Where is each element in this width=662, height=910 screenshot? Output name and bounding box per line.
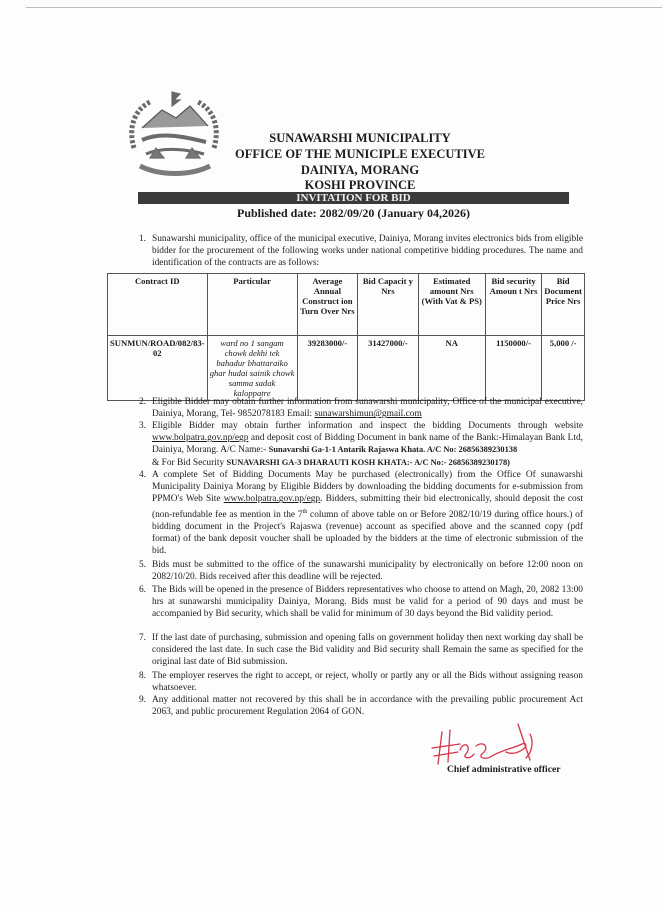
cell-bid-capacity: 31427000/- xyxy=(358,336,419,401)
item-8 xyxy=(138,670,583,694)
superscript: th xyxy=(302,508,308,515)
location: DAINIYA, MORANG xyxy=(300,163,420,177)
email-link[interactable]: sunawarshimun@gmail.com xyxy=(314,409,422,420)
province: KOSHI PROVINCE xyxy=(304,178,416,192)
cell-estimated-amount: NA xyxy=(418,336,485,401)
intro-text: Sunawarshi municipality, office of the municipal executive, Dainiya, Morang invites electronics bids from eligible bidder for the procurement of the following works under national competitive bidding procedures. The name and identification of the contracts are as follows: xyxy=(152,234,583,269)
col-avg-turnover: Average Annual Construct ion Turn Over Nrs xyxy=(297,274,358,336)
office-name: OFFICE OF THE MUNICIPLE EXECUTIVE xyxy=(234,147,486,161)
intro-paragraph xyxy=(138,233,583,270)
item-6 xyxy=(138,584,583,621)
item-number: 7. xyxy=(138,633,146,643)
item-text: and deposit cost of Bidding Document in bank name of the Bank:-Himalayan Bank Ltd, Dainiya, Morang. A/C Name:- xyxy=(152,433,583,456)
item-number: 1. xyxy=(138,234,146,244)
col-contract-id: Contract ID xyxy=(108,274,208,336)
cell-particular: ward no 1 sangam chowk dekhi tek bahadur bhattaraiko ghar hudai sainik chowk samma sadak kaloppatre xyxy=(207,336,297,401)
item-7 xyxy=(138,632,583,669)
published-date: Published date: 2082/09/20 (January 04,2026) xyxy=(236,206,470,220)
signatory-title: Chief administrative officer xyxy=(447,764,561,775)
item-number: 6. xyxy=(138,585,146,595)
col-bid-capacity: Bid Capacit y Nrs xyxy=(358,274,419,336)
col-bid-security: Bid security Amoun t Nrs xyxy=(485,274,541,336)
item-5 xyxy=(138,559,583,583)
bolpatra-link[interactable]: www.bolpatra.gov.np/egp xyxy=(223,494,321,505)
contract-table xyxy=(107,273,585,401)
item-number: 5. xyxy=(138,560,146,570)
scan-edge xyxy=(26,7,662,8)
item-3 xyxy=(138,420,583,469)
item-9 xyxy=(138,694,583,718)
item-4 xyxy=(138,469,584,558)
item-number: 3. xyxy=(138,421,146,431)
col-document-price: Bid Document Price Nrs xyxy=(542,274,585,336)
cell-bid-security: 1150000/- xyxy=(485,336,541,401)
item-2 xyxy=(138,396,583,420)
item-text: . Bidders, submitting their bid electronically, should deposit the cost (non-refundable fee as mention in the 7 xyxy=(152,494,584,520)
cell-avg-turnover: 39283000/- xyxy=(297,336,358,401)
item-text: If the last date of purchasing, submission and opening falls on government holiday then next working day shall be considered the last date. In such case the Bid validity and Bid security shall Remain the same as specified for the original last date of Bid submission. xyxy=(152,633,583,668)
item-text: Bids must be submitted to the office of the sunawarshi municipality by electronically on before 12:00 noon on 2082/10/20. Bids received after this deadline will be rejected. xyxy=(152,560,583,583)
item-text: The employer reserves the right to accept, or reject, wholly or partly any or all the Bids without assigning reason whatsoever. xyxy=(152,671,583,694)
item-number: 4. xyxy=(138,470,146,480)
col-particular: Particular xyxy=(207,274,297,336)
table-row xyxy=(108,336,585,401)
item-text: column of above table on or Before 2082/10/19 during office hours.) of bidding document in the Project's Rajaswa (revenue) account as specified above and the scanned copy (pdf format) of the bank deposit voucher shall be uploaded by the bidders at the time of electronic submission of the bid. xyxy=(152,509,583,557)
item-text: Eligible Bidder may obtain further information and inspect the bidding Documents through website xyxy=(152,421,583,431)
item-text: The Bids will be opened in the presence of Bidders representatives who choose to attend on Magh, 20, 2082 13:00 hrs at sunawarshi municipality Dainiya, Morang. Bids must be valid for a period of 90 days and must be accompanied by Bid security, which shall be valid for minimum of 30 days beyond the Bid validity period. xyxy=(152,585,583,620)
cell-document-price: 5,000 /- xyxy=(542,336,585,401)
col-estimated-amount: Estimated amount Nrs (With Vat & PS) xyxy=(418,274,485,336)
municipality-name: SUNAWARSHI MUNICIPALITY xyxy=(269,131,451,145)
security-account: SUNAVARSHI GA-3 DHARAUTI KOSH KHATA:- A/C No:- 26856389230178) xyxy=(226,457,510,467)
item-number: 2. xyxy=(138,397,146,407)
item-text: A complete Set of Bidding Documents May be purchased (electronically) from the Office Of sunawarshi Municipality Dainiya Morang by Eligible Bidders by downloading the bidding documents for e-submission from PPMO's Web Site xyxy=(152,470,583,505)
table-header-row xyxy=(108,274,585,336)
item-number: 9. xyxy=(138,695,146,705)
item-text: Any additional matter not recovered by this shall be in accordance with the prevailing public procurement Act 2063, and public procurement Regulation 2064 of GON. xyxy=(152,695,583,718)
item-text: & For Bid Security xyxy=(152,457,227,468)
invitation-banner: INVITATION FOR BID xyxy=(138,192,569,204)
cell-contract-id: SUNMUN/ROAD/082/83-02 xyxy=(108,336,208,401)
item-number: 8. xyxy=(138,671,146,681)
item-text: Eligible Bidder may obtain further information from sunawarshi municipality, Office of the municipal executive, Dainiya, Morang, Tel- 9852078183 Email: xyxy=(152,397,583,420)
revenue-account: Sunavarshi Ga-1-1 Antarik Rajaswa Khata. A/C No: 26856389230138 xyxy=(268,445,518,455)
bolpatra-link[interactable]: www.bolpatra.gov.np/egp xyxy=(152,433,249,444)
